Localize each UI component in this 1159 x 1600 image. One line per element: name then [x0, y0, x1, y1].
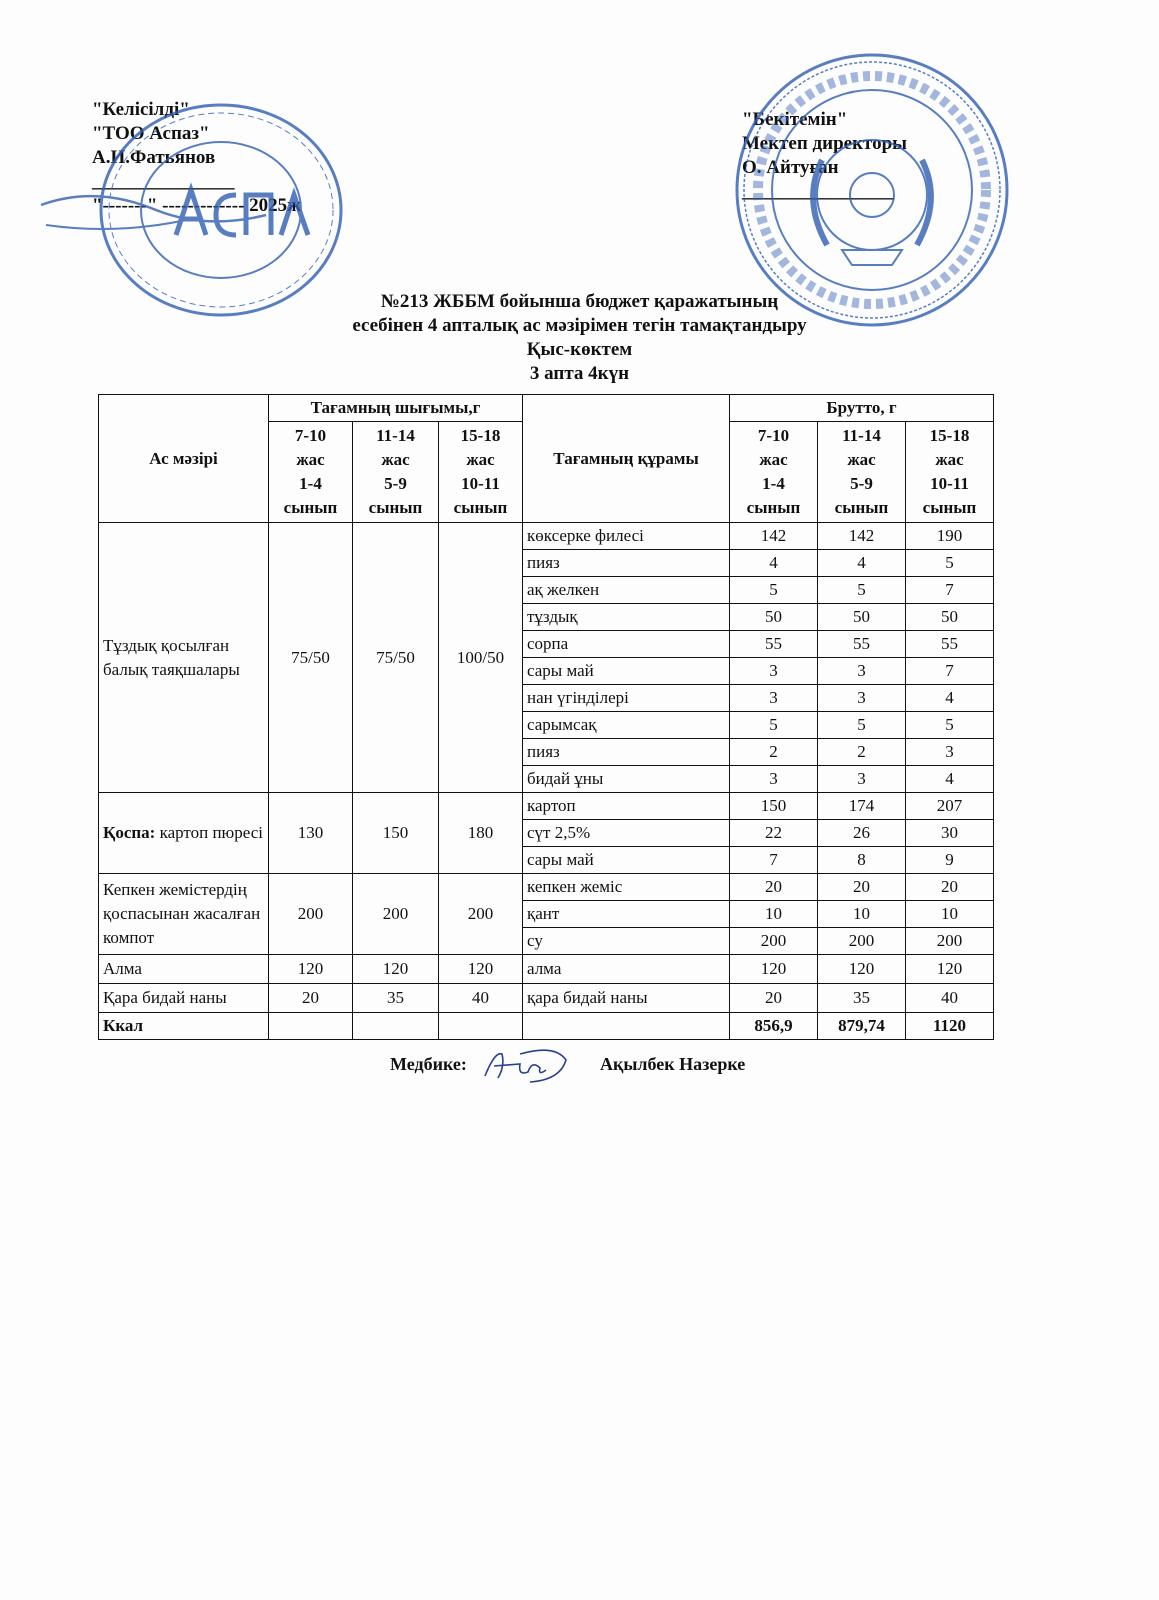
dish-name — [99, 955, 269, 984]
ingredient-brutto: 2 — [730, 739, 818, 766]
ingredient-brutto: 200 — [730, 928, 818, 955]
header-age-group: 15-18 жас 10-11 сынып — [439, 422, 523, 523]
dish-yield: 75/50 — [353, 523, 439, 793]
ingredient-row — [99, 874, 994, 901]
dish-name — [99, 874, 269, 955]
ingredient-name: пияз — [523, 550, 730, 577]
dish-yield: 180 — [439, 793, 523, 874]
ingredient-brutto: 120 — [818, 955, 906, 984]
ingredient-brutto: 5 — [906, 712, 994, 739]
dish-yield: 35 — [353, 984, 439, 1013]
season-label: Қыс-көктем — [526, 339, 633, 360]
dish-yield: 120 — [353, 955, 439, 984]
title-line-2: есебінен 4 апталық ас мәзірімен тегін тамақтандыру — [352, 315, 807, 336]
dish-yield: 100/50 — [439, 523, 523, 793]
nurse-label: Медбике: — [390, 1054, 467, 1074]
ingredient-brutto: 190 — [906, 523, 994, 550]
ingredient-brutto: 3 — [818, 766, 906, 793]
kcal-label: Ккал — [99, 1013, 269, 1040]
director-title: Мектеп директоры — [742, 133, 908, 154]
dish-yield: 200 — [353, 874, 439, 955]
ingredient-brutto: 8 — [818, 847, 906, 874]
ingredient-brutto: 20 — [730, 874, 818, 901]
ingredient-brutto: 120 — [730, 955, 818, 984]
date-line: "-------" ------------- 2025ж — [92, 195, 301, 216]
document-title — [0, 290, 1159, 386]
dish-yield: 120 — [269, 955, 353, 984]
ingredient-brutto: 3 — [818, 658, 906, 685]
dish-name-text: Тұздық қосылған балық таяқшалары — [103, 635, 240, 679]
dish-yield: 200 — [269, 874, 353, 955]
menu-table — [98, 394, 994, 1040]
dish-yield: 150 — [353, 793, 439, 874]
ingredient-name: картоп — [523, 793, 730, 820]
approved-label: "Бекітемін" — [742, 109, 848, 130]
dish-name-text: Қара бидай наны — [103, 988, 227, 1007]
title-line-1: №213 ЖББМ бойынша бюджет қаражатының — [380, 291, 779, 312]
ingredient-brutto: 40 — [906, 984, 994, 1013]
dish-yield: 130 — [269, 793, 353, 874]
nurse-name: Ақылбек Назерке — [600, 1054, 746, 1074]
ingredient-brutto: 9 — [906, 847, 994, 874]
week-day-label: 3 апта 4күн — [529, 363, 630, 384]
ingredient-brutto: 50 — [906, 604, 994, 631]
ingredient-name: сары май — [523, 847, 730, 874]
footer — [0, 1046, 1159, 1086]
ingredient-brutto: 5 — [730, 577, 818, 604]
approval-block-right — [742, 108, 907, 204]
ingredient-brutto: 4 — [906, 766, 994, 793]
approval-block-left — [92, 98, 301, 218]
ingredient-brutto: 10 — [818, 901, 906, 928]
ingredient-brutto: 10 — [906, 901, 994, 928]
ingredient-brutto: 55 — [906, 631, 994, 658]
ingredient-brutto: 55 — [818, 631, 906, 658]
ingredient-brutto: 7 — [906, 577, 994, 604]
header-composition: Тағамның құрамы — [523, 395, 730, 523]
ingredient-brutto: 120 — [906, 955, 994, 984]
ingredient-brutto: 4 — [906, 685, 994, 712]
ingredient-name: сарымсақ — [523, 712, 730, 739]
kcal-value: 856,9 — [730, 1013, 818, 1040]
dish-name-text: Алма — [103, 959, 142, 978]
ingredient-brutto: 5 — [818, 712, 906, 739]
ingredient-brutto: 30 — [906, 820, 994, 847]
ingredient-brutto: 3 — [730, 766, 818, 793]
ingredient-name: көксерке филесі — [523, 523, 730, 550]
dish-yield: 200 — [439, 874, 523, 955]
ingredient-name: қант — [523, 901, 730, 928]
ingredient-brutto: 35 — [818, 984, 906, 1013]
ingredient-name: сары май — [523, 658, 730, 685]
ingredient-row — [99, 523, 994, 550]
ingredient-row — [99, 955, 994, 984]
dish-name — [99, 984, 269, 1013]
header-brutto: Брутто, г — [730, 395, 994, 422]
ingredient-name: пияз — [523, 739, 730, 766]
ingredient-name: сүт 2,5% — [523, 820, 730, 847]
ingredient-brutto: 20 — [818, 874, 906, 901]
signature-line: _______________ — [92, 171, 235, 192]
header-yield: Тағамның шығымы,г — [269, 395, 523, 422]
ingredient-brutto: 5 — [730, 712, 818, 739]
ingredient-name: тұздық — [523, 604, 730, 631]
ingredient-brutto: 3 — [730, 658, 818, 685]
kcal-row — [99, 1013, 994, 1040]
nurse-signature — [480, 1046, 570, 1084]
signature-line: ________________ — [742, 181, 894, 202]
header-age-group: 11-14 жас 5-9 сынып — [353, 422, 439, 523]
ingredient-brutto: 174 — [818, 793, 906, 820]
ingredient-name: кепкен жеміс — [523, 874, 730, 901]
menu-table-body — [99, 523, 994, 1040]
header-age-group: 15-18 жас 10-11 сынып — [906, 422, 994, 523]
dish-yield: 120 — [439, 955, 523, 984]
dish-yield: 20 — [269, 984, 353, 1013]
ingredient-row — [99, 984, 994, 1013]
ingredient-name: сорпа — [523, 631, 730, 658]
dish-name-prefix: Қоспа: — [103, 823, 156, 842]
header-age-group: 11-14 жас 5-9 сынып — [818, 422, 906, 523]
kcal-value: 879,74 — [818, 1013, 906, 1040]
ingredient-brutto: 7 — [730, 847, 818, 874]
ingredient-brutto: 20 — [730, 984, 818, 1013]
ingredient-brutto: 5 — [818, 577, 906, 604]
ingredient-brutto: 22 — [730, 820, 818, 847]
ingredient-brutto: 200 — [818, 928, 906, 955]
ingredient-row — [99, 793, 994, 820]
ingredient-brutto: 142 — [730, 523, 818, 550]
dish-yield: 40 — [439, 984, 523, 1013]
ingredient-brutto: 7 — [906, 658, 994, 685]
ingredient-name: нан үгінділері — [523, 685, 730, 712]
ingredient-brutto: 3 — [730, 685, 818, 712]
company-name: "ТОО Аспаз" — [92, 123, 210, 144]
dish-name-text: Кепкен жемістердің қоспасынан жасалған компот — [103, 880, 261, 947]
header-menu: Ас мәзірі — [99, 395, 269, 523]
ingredient-name: су — [523, 928, 730, 955]
ingredient-brutto: 4 — [730, 550, 818, 577]
header-age-group: 7-10 жас 1-4 сынып — [730, 422, 818, 523]
ingredient-brutto: 3 — [906, 739, 994, 766]
dish-name — [99, 523, 269, 793]
ingredient-brutto: 150 — [730, 793, 818, 820]
ingredient-brutto: 142 — [818, 523, 906, 550]
header-age-group: 7-10 жас 1-4 сынып — [269, 422, 353, 523]
ingredient-brutto: 20 — [906, 874, 994, 901]
ingredient-brutto: 50 — [818, 604, 906, 631]
ingredient-brutto: 5 — [906, 550, 994, 577]
ingredient-brutto: 207 — [906, 793, 994, 820]
ingredient-brutto: 200 — [906, 928, 994, 955]
kcal-value: 1120 — [906, 1013, 994, 1040]
ingredient-brutto: 2 — [818, 739, 906, 766]
ingredient-name: қара бидай наны — [523, 984, 730, 1013]
ingredient-name: алма — [523, 955, 730, 984]
company-signatory: А.И.Фатьянов — [92, 147, 216, 168]
ingredient-brutto: 50 — [730, 604, 818, 631]
dish-name-text: картоп пюресі — [159, 823, 263, 842]
ingredient-brutto: 10 — [730, 901, 818, 928]
ingredient-brutto: 3 — [818, 685, 906, 712]
ingredient-brutto: 26 — [818, 820, 906, 847]
dish-yield: 75/50 — [269, 523, 353, 793]
agreed-label: "Келісілді" — [92, 99, 190, 120]
ingredient-name: бидай ұны — [523, 766, 730, 793]
ingredient-brutto: 4 — [818, 550, 906, 577]
ingredient-name: ақ желкен — [523, 577, 730, 604]
dish-name — [99, 793, 269, 874]
director-name: О. Айтуған — [742, 157, 839, 178]
ingredient-brutto: 55 — [730, 631, 818, 658]
